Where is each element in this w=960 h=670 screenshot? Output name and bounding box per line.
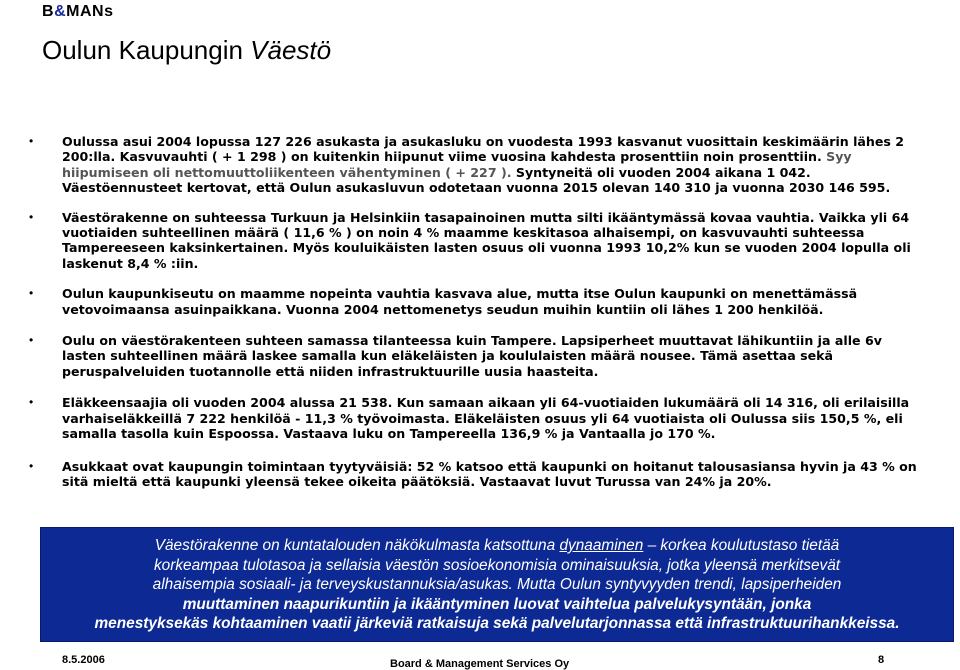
bullet-text-highlight: Syy hiipumiseen oli nettomuuttoliikenteen vähentyminen ( + 227 ). (62, 149, 852, 180)
bullet-text: Oulun kaupunkiseutu on maamme nopeinta vauhtia kasvava alue, mutta itse Oulun kaupunki on menettämässä vetovoimaansa asuinpaikkana. Vuonna 2004 nettomenetys seudun muihin kuntiin oli lähes 1 200 henkilöä. (62, 286, 858, 317)
bullet-item (26, 459, 926, 490)
page-title (42, 35, 331, 66)
highlight-text: – korkea koulutustaso tietää (643, 537, 840, 554)
highlight-line: korkeampaa tulotasoa ja sellaisia väestön sosioekonomisia ominaisuuksia, jotka yleensä merkitsevät (153, 556, 841, 574)
company-logo (42, 3, 113, 21)
bullet-text: Oulussa asui 2004 lopussa 127 226 asukasta ja asukasluku on vuodesta 1993 kasvanut vuosittain keskimäärin lähes 2 200:lla. Kasvuvauhti ( + 1 298 ) on kuitenkin hiipunut viime vuosina kahdesta prosenttiin noin prosenttiin. (62, 134, 905, 165)
highlight-line: menestyksekäs kohtaaminen vaatii järkeviä ratkaisuja sekä palvelutarjonnassa että infrastruktuurihankkeissa. (94, 615, 900, 633)
bullet-item (26, 395, 926, 441)
bullet-text: Syntyneitä oli vuoden 2004 aikana 1 042. Väestöennusteet kertovat, että Oulun asukasluvun odotetaan vuonna 2015 olevan 140 310 ja vuonna 2030 146 595. (62, 164, 891, 196)
logo-b: B (42, 3, 55, 20)
footer-page-number: 8 (878, 654, 885, 666)
bullet-icon: • (29, 286, 34, 301)
bullet-item (26, 333, 926, 379)
logo-mans: MANs (66, 3, 114, 20)
logo-ampersand: & (54, 3, 67, 20)
highlight-line: muuttaminen naapurikuntiin ja ikääntyminen luovat vaihtelua palvelukysyntään, jonka (182, 595, 812, 613)
bullet-icon: • (29, 333, 34, 348)
bullet-list (26, 134, 926, 489)
page-title-italic: Väestö (250, 35, 332, 65)
highlight-box (40, 527, 954, 642)
highlight-text: Väestörakenne on kuntatalouden näkökulmasta katsottuna (154, 537, 560, 554)
bullet-text: Eläkkeensaajia oli vuoden 2004 alussa 21 538. Kun samaan aikaan yli 64-vuotiaiden lukumäärä oli 14 316, oli erilaisilla varhaiseläkkeillä 7 222 henkilöä - 11,3 % työvoimasta. Eläkeläisten osuus yli 64 vuotiaista oli Oulussa siis 150,5 %, eli samalla tasolla kuin Espoossa. Vastaava luku on Tampereella 136,9 % ja Vantaalla jo 170 %. (62, 395, 910, 442)
bullet-text: Asukkaat ovat kaupungin toimintaan tyytyväisiä: 52 % katsoo että kaupunki on hoitanut talousasiansa hyvin ja 43 % on sitä mieltä että kaupunki yleensä tekee oikeita päätöksiä. Vastaavat luvut Turussa van 24% ja 20%. (62, 458, 917, 489)
bullet-item (26, 134, 926, 196)
bullet-icon: • (29, 209, 34, 224)
highlight-line: alhaisempia sosiaali- ja terveyskustannuksia/asukas. Mutta Oulun syntyvyyden trendi, lapsiperheiden (152, 576, 842, 594)
footer-date: 8.5.2006 (62, 654, 105, 666)
bullet-item (26, 286, 926, 317)
bullet-icon: • (29, 134, 34, 148)
bullet-icon: • (29, 395, 34, 410)
highlight-underlined-word: dynaaminen (559, 537, 644, 554)
bullet-text: Väestörakenne on suhteessa Turkuun ja Helsinkiin tasapainoinen mutta silti ikääntymässä kovaa vauhtia. Vaikka yli 64 vuotiaiden suhteellinen määrä ( 11,6 % ) on noin 4 % maamme keskitasoa alhaisempi, on kasvuvauhti suhteessa Tampereeseen kaksinkertainen. Myös kouluikäisten lasten osuus oli vuonna 1993 10,2% kun se vuoden 2004 lopulla oli laskenut 8,4 % :iin. (62, 209, 911, 271)
bullet-text: Oulu on väestörakenteen suhteen samassa tilanteessa kuin Tampere. Lapsiperheet muuttavat lähikuntiin ja alle 6v lasten suhteellinen määrä laskee samalla kun eläkeläisten ja koululaisten määrä nousee. Tämä asettaa sekä peruspalveluiden tuotannolle että niiden infrastruktuurille uusia haasteita. (62, 333, 882, 379)
highlight-line (41, 536, 953, 556)
page-title-main: Oulun Kaupungin (42, 35, 251, 65)
footer-company: Board & Management Services Oy (390, 658, 570, 670)
bullet-item (26, 210, 926, 272)
bullet-icon: • (29, 458, 34, 473)
